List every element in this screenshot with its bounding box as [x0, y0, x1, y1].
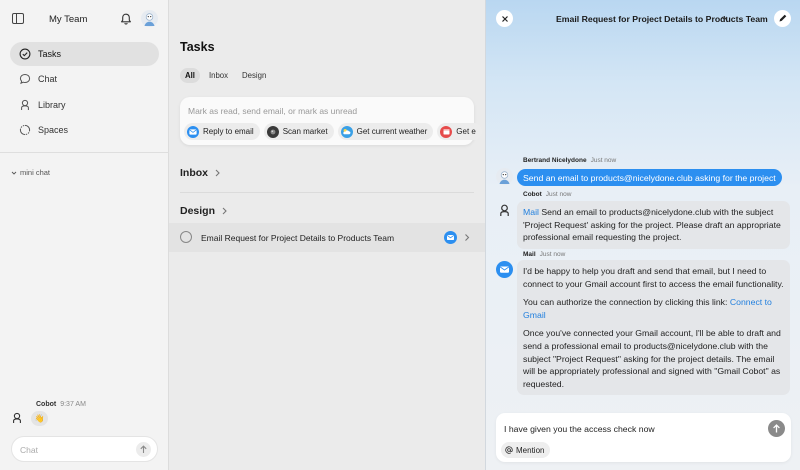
tasks-panel	[169, 0, 485, 470]
bell-icon[interactable]	[119, 12, 133, 26]
chat-title[interactable]: Email Request for Project Details to Products Team	[556, 14, 768, 24]
sidebar-divider	[0, 152, 169, 153]
task-row[interactable]	[169, 223, 485, 252]
chat-input[interactable]	[504, 422, 754, 436]
message-paragraph: I'd be happy to help you draft and send that email, but I need to connect to your Gmail account first to access the email functionality.	[523, 266, 784, 289]
mail-icon	[496, 261, 513, 278]
sidebar-item-label: Chat	[38, 74, 58, 85]
mini-chat-time: 9:37 AM	[60, 401, 86, 408]
spaces-icon	[19, 124, 31, 136]
library-icon	[19, 99, 31, 111]
message-sender: Cobot	[523, 191, 542, 198]
sidebar-item-chat[interactable]	[10, 67, 159, 91]
mini-chat-message-meta	[36, 401, 86, 408]
chevron-right-icon[interactable]	[464, 233, 470, 242]
action-reply-to-email[interactable]	[184, 123, 260, 140]
chat-bubble-icon	[19, 73, 31, 85]
sidebar	[0, 0, 169, 470]
connect-gmail-link[interactable]: Connect to Gmail	[523, 297, 772, 320]
mention-button[interactable]	[501, 442, 550, 458]
message-text: You can authorize the connection by clicking this link:	[523, 297, 730, 308]
section-title: Inbox	[180, 167, 208, 179]
close-button[interactable]	[496, 10, 513, 27]
sidebar-item-label: Spaces	[38, 124, 69, 135]
check-circle-icon	[19, 48, 31, 60]
user-avatar[interactable]	[141, 10, 158, 27]
message-meta	[523, 251, 565, 258]
market-icon	[267, 126, 279, 138]
at-sign-icon	[505, 446, 513, 454]
message-text: Send an email to products@nicelydone.club with the subject 'Project Request' asking for the project. Please draft an appropriate professional email requesting the project.	[523, 207, 781, 243]
page-title: Tasks	[180, 40, 215, 54]
action-label: Scan market	[282, 127, 328, 136]
task-title: Email Request for Project Details to Products Team	[201, 233, 395, 243]
chevron-right-icon	[221, 207, 228, 215]
command-input[interactable]	[188, 104, 458, 118]
sidebar-item-label: Library	[38, 99, 66, 110]
chevron-down-icon	[11, 170, 17, 176]
quick-actions	[184, 123, 482, 140]
message-time: Just now	[590, 157, 617, 164]
mini-chat-toggle[interactable]	[11, 168, 50, 177]
close-icon	[501, 15, 509, 23]
send-arrow-icon	[768, 420, 785, 437]
edit-button[interactable]	[774, 10, 791, 27]
filter-design[interactable]: Design	[242, 71, 267, 80]
section-title: Design	[180, 205, 216, 217]
weather-icon	[341, 126, 353, 138]
message-time: Just now	[539, 251, 566, 258]
action-label: Get e	[456, 127, 476, 136]
message-sender: Mail	[523, 251, 536, 258]
sidebar-item-tasks[interactable]	[10, 42, 159, 66]
calendar-icon	[440, 126, 452, 138]
message-sender: Bertrand Nicelydone	[523, 157, 587, 164]
filter-inbox[interactable]: Inbox	[208, 71, 229, 80]
mention-label: Mention	[516, 445, 545, 455]
mail-mention-link[interactable]: Mail	[523, 207, 539, 217]
filter-all[interactable]: All	[180, 68, 200, 83]
mini-chat-label: mini chat	[20, 168, 51, 177]
mail-avatar	[496, 261, 513, 278]
sidebar-item-library[interactable]	[10, 93, 159, 117]
section-divider	[180, 192, 474, 193]
team-name[interactable]: My Team	[49, 14, 88, 25]
command-box	[180, 97, 474, 145]
mini-chat-input[interactable]	[20, 442, 130, 457]
chevron-down-icon[interactable]	[720, 15, 729, 22]
message-paragraph	[523, 296, 784, 321]
cobot-message-bubble	[517, 201, 790, 249]
task-filters	[180, 68, 271, 83]
message-time: Just now	[545, 191, 572, 198]
user-avatar	[496, 168, 513, 185]
chevron-right-icon	[214, 169, 221, 177]
cobot-icon	[11, 412, 23, 424]
sidebar-item-label: Tasks	[38, 49, 62, 59]
sidebar-toggle-icon[interactable]	[12, 13, 24, 24]
send-arrow-icon[interactable]	[136, 442, 151, 457]
sidebar-header	[0, 0, 169, 38]
message-paragraph: Once you've connected your Gmail account, I'll be able to draft and send a professional email to products@nicelydone.club with the subject "Project Request" asking for the project details. The email will be appropriately professional and signed with "Gmail Cobot" as requested.	[523, 328, 781, 389]
user-message-bubble: Send an email to products@nicelydone.club asking for the project	[517, 169, 782, 186]
chat-composer	[496, 413, 791, 462]
send-button[interactable]	[768, 420, 785, 437]
sidebar-nav	[10, 42, 159, 143]
section-inbox[interactable]	[180, 167, 221, 179]
action-scan-market[interactable]	[264, 123, 334, 140]
mini-chat-composer	[11, 436, 158, 462]
chat-panel	[485, 0, 800, 470]
action-label: Reply to email	[203, 127, 254, 136]
action-get-events[interactable]	[437, 123, 482, 140]
mini-chat-sender: Cobot	[36, 401, 57, 408]
section-design[interactable]	[180, 205, 228, 217]
message-meta	[523, 191, 571, 198]
action-label: Get current weather	[356, 127, 428, 136]
mail-icon	[444, 231, 457, 244]
cobot-icon	[496, 202, 513, 219]
mail-icon	[187, 126, 199, 138]
cobot-avatar	[496, 202, 513, 219]
mail-message-bubble	[517, 260, 790, 395]
pencil-icon	[774, 10, 791, 27]
mini-chat-message: 👋	[31, 411, 48, 426]
sidebar-item-spaces[interactable]	[10, 118, 159, 142]
message-meta	[523, 157, 616, 164]
task-complete-checkbox[interactable]	[180, 231, 192, 243]
action-get-current-weather[interactable]	[338, 123, 434, 140]
